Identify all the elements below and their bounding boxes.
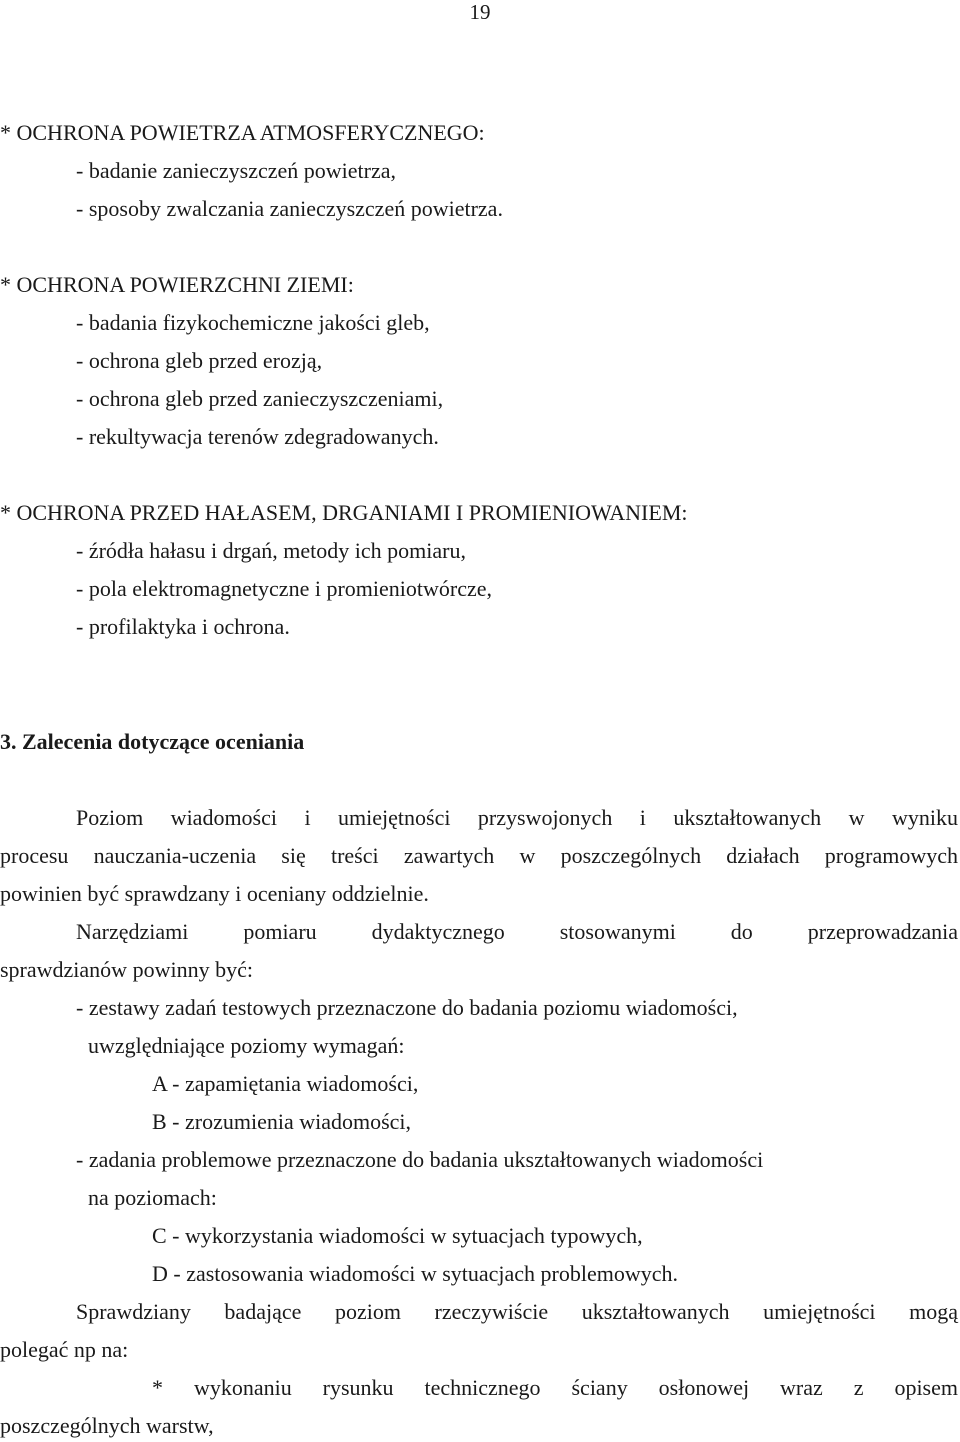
tools-item: - zadania problemowe przeznaczone do badania ukształtowanych wiadomości [76,1147,764,1172]
paragraph-line: Sprawdziany badające poziom rzeczywiście ukształtowanych umiejętności mogą [76,1299,958,1324]
section-soil-item: - rekultywacja terenów zdegradowanych. [76,424,439,449]
paragraph-line: polegać np na: [0,1337,129,1362]
section-soil-item: - badania fizykochemiczne jakości gleb, [76,310,430,335]
section-soil-heading: * OCHRONA POWIERZCHNI ZIEMI: [0,272,354,297]
tools-item: - zestawy zadań testowych przeznaczone do badania poziomu wiadomości, [76,995,738,1020]
paragraph-line: * wykonaniu rysunku technicznego ściany osłonowej wraz z opisem [152,1375,958,1400]
chapter-heading: 3. Zalecenia dotyczące oceniania [0,729,305,754]
tools-item-continuation: na poziomach: [88,1185,217,1210]
section-soil-item: - ochrona gleb przed erozją, [76,348,323,373]
paragraph-line: powinien być sprawdzany i oceniany oddzielnie. [0,881,429,906]
section-air-heading: * OCHRONA POWIETRZA ATMOSFERYCZNEGO: [0,120,485,145]
page-number: 19 [469,0,491,24]
requirement-level: B - zrozumienia wiadomości, [152,1109,412,1134]
paragraph-line: procesu nauczania-uczenia się treści zawartych w poszczególnych działach programowych [0,843,958,868]
requirement-level: C - wykorzystania wiadomości w sytuacjach typowych, [152,1223,643,1248]
paragraph-line: poszczególnych warstw, [0,1413,214,1438]
section-noise-item: - pola elektromagnetyczne i promieniotwórcze, [76,576,492,601]
paragraph-line: Poziom wiadomości i umiejętności przyswojonych i ukształtowanych w wyniku [76,805,958,830]
section-noise-item: - profilaktyka i ochrona. [76,614,290,639]
section-noise-item: - źródła hałasu i drgań, metody ich pomiaru, [76,538,466,563]
section-soil-item: - ochrona gleb przed zanieczyszczeniami, [76,386,444,411]
tools-item-continuation: uwzględniające poziomy wymagań: [88,1033,405,1058]
section-air-item: - sposoby zwalczania zanieczyszczeń powietrza. [76,196,503,221]
section-air-item: - badanie zanieczyszczeń powietrza, [76,158,397,183]
section-noise-heading: * OCHRONA PRZED HAŁASEM, DRGANIAMI I PROMIENIOWANIEM: [0,500,688,525]
paragraph-line: Narzędziami pomiaru dydaktycznego stosowanymi do przeprowadzania [76,919,958,944]
requirement-level: A - zapamiętania wiadomości, [152,1071,419,1096]
paragraph-line: sprawdzianów powinny być: [0,957,253,982]
requirement-level: D - zastosowania wiadomości w sytuacjach problemowych. [152,1261,679,1286]
